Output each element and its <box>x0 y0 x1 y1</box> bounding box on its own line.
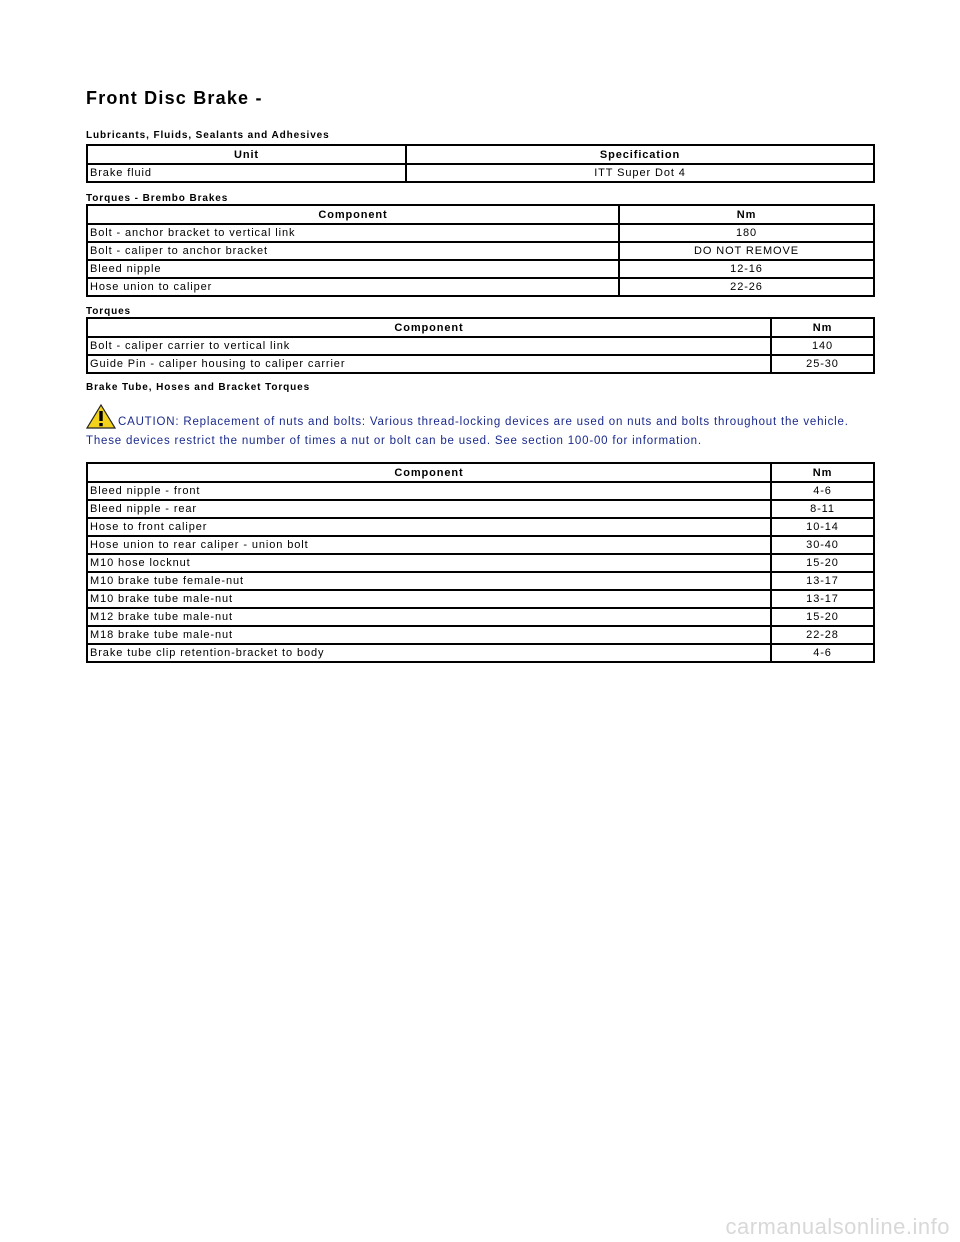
value-cell: DO NOT REMOVE <box>619 242 874 260</box>
table-row <box>87 278 874 296</box>
value-cell: 10-14 <box>771 518 874 536</box>
column-header: Specification <box>406 145 874 164</box>
value-cell: 15-20 <box>771 608 874 626</box>
table-row <box>87 164 874 182</box>
value-cell: 13-17 <box>771 572 874 590</box>
component-cell: M10 hose locknut <box>87 554 771 572</box>
component-cell: M18 brake tube male-nut <box>87 626 771 644</box>
table-row <box>87 260 874 278</box>
table-row <box>87 608 874 626</box>
value-cell: 30-40 <box>771 536 874 554</box>
component-cell: Brake fluid <box>87 164 406 182</box>
column-header: Component <box>87 205 619 224</box>
table-header-row <box>87 463 874 482</box>
table-header-row <box>87 318 874 337</box>
component-cell: Hose to front caliper <box>87 518 771 536</box>
value-cell: 4-6 <box>771 482 874 500</box>
component-cell: Bolt - anchor bracket to vertical link <box>87 224 619 242</box>
value-cell: 12-16 <box>619 260 874 278</box>
component-cell: M10 brake tube male-nut <box>87 590 771 608</box>
table-row <box>87 572 874 590</box>
watermark: carmanualsonline.info <box>725 1214 950 1239</box>
component-cell: Hose union to rear caliper - union bolt <box>87 536 771 554</box>
section-heading-brembo: Torques - Brembo Brakes <box>86 193 229 204</box>
column-header: Unit <box>87 145 406 164</box>
table-row <box>87 554 874 572</box>
value-cell: 140 <box>771 337 874 355</box>
table-row <box>87 644 874 662</box>
brembo-torques-table <box>86 204 875 297</box>
section-heading-brake-tube: Brake Tube, Hoses and Bracket Torques <box>86 382 311 393</box>
value-cell: 180 <box>619 224 874 242</box>
section-heading-lubricants: Lubricants, Fluids, Sealants and Adhesives <box>86 130 330 141</box>
lubricants-body <box>87 164 874 182</box>
table-row <box>87 224 874 242</box>
component-cell: Hose union to caliper <box>87 278 619 296</box>
component-cell: Bleed nipple - rear <box>87 500 771 518</box>
component-cell: Bolt - caliper carrier to vertical link <box>87 337 771 355</box>
component-cell: Guide Pin - caliper housing to caliper carrier <box>87 355 771 373</box>
torques-table <box>86 317 875 374</box>
table-row <box>87 536 874 554</box>
table-row <box>87 337 874 355</box>
caution-note <box>86 404 876 451</box>
table-row <box>87 518 874 536</box>
value-cell: ITT Super Dot 4 <box>406 164 874 182</box>
column-header: Nm <box>771 463 874 482</box>
lubricants-table <box>86 144 875 183</box>
table-row <box>87 590 874 608</box>
torques-body <box>87 337 874 373</box>
caution-text: CAUTION: Replacement of nuts and bolts: Various thread-locking devices are used on nuts and bolts throughout the vehicle. These devices restrict the number of times a nut or bolt can be used. See section 100-00 for information. <box>86 416 849 447</box>
table-row <box>87 242 874 260</box>
component-cell: M10 brake tube female-nut <box>87 572 771 590</box>
value-cell: 22-26 <box>619 278 874 296</box>
component-cell: Bolt - caliper to anchor bracket <box>87 242 619 260</box>
brake-tube-body <box>87 482 874 662</box>
component-cell: Bleed nipple - front <box>87 482 771 500</box>
value-cell: 4-6 <box>771 644 874 662</box>
table-header-row <box>87 205 874 224</box>
table-row <box>87 500 874 518</box>
brembo-body <box>87 224 874 296</box>
table-row <box>87 482 874 500</box>
column-header: Nm <box>619 205 874 224</box>
value-cell: 25-30 <box>771 355 874 373</box>
table-row <box>87 626 874 644</box>
component-cell: M12 brake tube male-nut <box>87 608 771 626</box>
table-header-row <box>87 145 874 164</box>
column-header: Component <box>87 463 771 482</box>
page-title: Front Disc Brake - <box>86 88 263 108</box>
value-cell: 8-11 <box>771 500 874 518</box>
column-header: Nm <box>771 318 874 337</box>
table-row <box>87 355 874 373</box>
brake-tube-torques-table <box>86 462 875 663</box>
component-cell: Bleed nipple <box>87 260 619 278</box>
value-cell: 22-28 <box>771 626 874 644</box>
column-header: Component <box>87 318 771 337</box>
component-cell: Brake tube clip retention-bracket to body <box>87 644 771 662</box>
value-cell: 13-17 <box>771 590 874 608</box>
section-heading-torques: Torques <box>86 306 132 317</box>
value-cell: 15-20 <box>771 554 874 572</box>
warning-triangle-icon <box>86 404 116 429</box>
